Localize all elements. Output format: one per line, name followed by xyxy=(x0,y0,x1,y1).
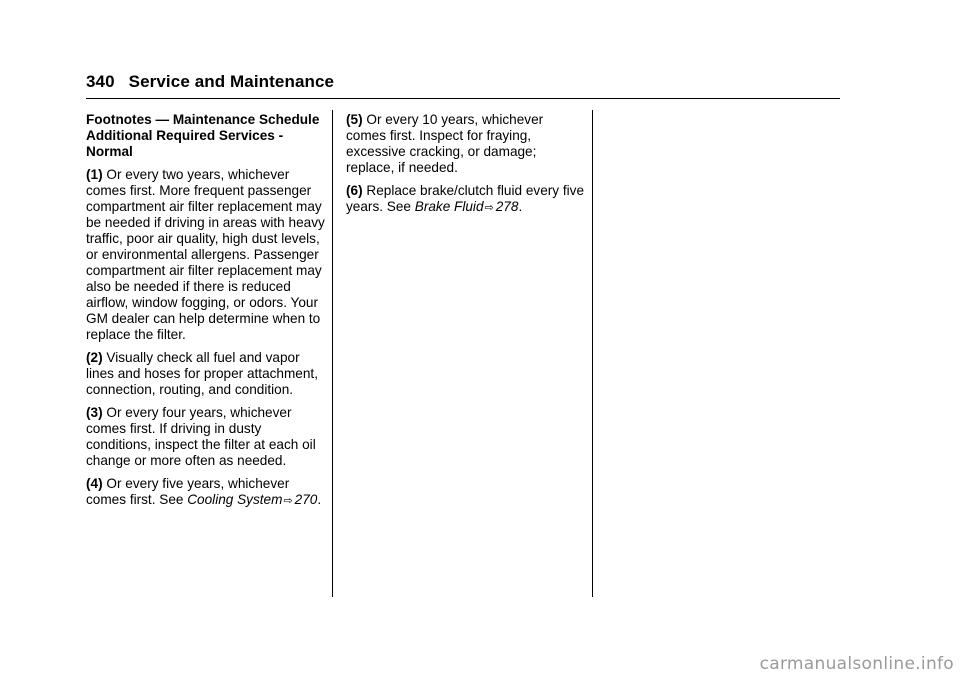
section-title: Service and Maintenance xyxy=(128,72,335,91)
footnote-6-label: (6) xyxy=(346,183,363,198)
footnote-3-text: Or every four years, whichever comes first. If driving in dusty conditions, inspect the filter at each oil change or more often as needed. xyxy=(86,405,316,468)
footnote-5 xyxy=(346,112,586,176)
page-ref-arrow-icon: ⇨ xyxy=(484,202,494,214)
footnote-6 xyxy=(346,183,586,216)
page-header xyxy=(86,72,334,92)
column-divider-right xyxy=(592,110,593,597)
footnote-4-label: (4) xyxy=(86,476,103,491)
footnote-3-label: (3) xyxy=(86,405,103,420)
footnote-5-label: (5) xyxy=(346,112,363,127)
page-number: 340 xyxy=(86,72,115,91)
brake-fluid-link[interactable]: Brake Fluid xyxy=(414,199,484,214)
column-right xyxy=(346,112,586,223)
column-left xyxy=(86,112,326,516)
footnote-4-text: Or every five years, whichever comes first. See xyxy=(86,476,290,507)
footnote-2 xyxy=(86,350,326,398)
footnote-1 xyxy=(86,167,326,343)
footnote-6-text: Replace brake/clutch fluid every five years. See xyxy=(346,183,585,214)
brake-fluid-page[interactable]: 278 xyxy=(495,199,519,214)
footnote-2-label: (2) xyxy=(86,350,103,365)
footnote-2-text: Visually check all fuel and vapor lines and hoses for proper attachment, connection, routing, and condition. xyxy=(86,350,318,397)
header-rule xyxy=(86,98,840,99)
column-divider-left xyxy=(332,110,333,597)
cooling-system-page[interactable]: 270 xyxy=(294,492,318,507)
watermark: carmanualsonline.info xyxy=(759,654,954,674)
footnote-4-end: . xyxy=(317,492,322,507)
footnote-4 xyxy=(86,476,326,509)
cooling-system-link[interactable]: Cooling System xyxy=(187,492,283,507)
footnote-3 xyxy=(86,405,326,469)
footnote-6-end: . xyxy=(518,199,523,214)
page-ref-arrow-icon: ⇨ xyxy=(283,495,293,507)
footnotes-heading: Footnotes — Maintenance Schedule Additional Required Services - Normal xyxy=(86,112,320,159)
footnote-1-label: (1) xyxy=(86,167,103,182)
footnote-1-text: Or every two years, whichever comes first. More frequent passenger compartment air filter replacement may be needed if driving in areas with heavy traffic, poor air quality, high dust levels, or environmental allergens. Passenger compartment air filter replacement may also be needed if there is reduced airflow, window fogging, or odors. Your GM dealer can help determine when to replace the filter. xyxy=(86,167,325,342)
footnote-5-text: Or every 10 years, whichever comes first. Inspect for fraying, excessive cracking, or damage; replace, if needed. xyxy=(346,112,544,175)
